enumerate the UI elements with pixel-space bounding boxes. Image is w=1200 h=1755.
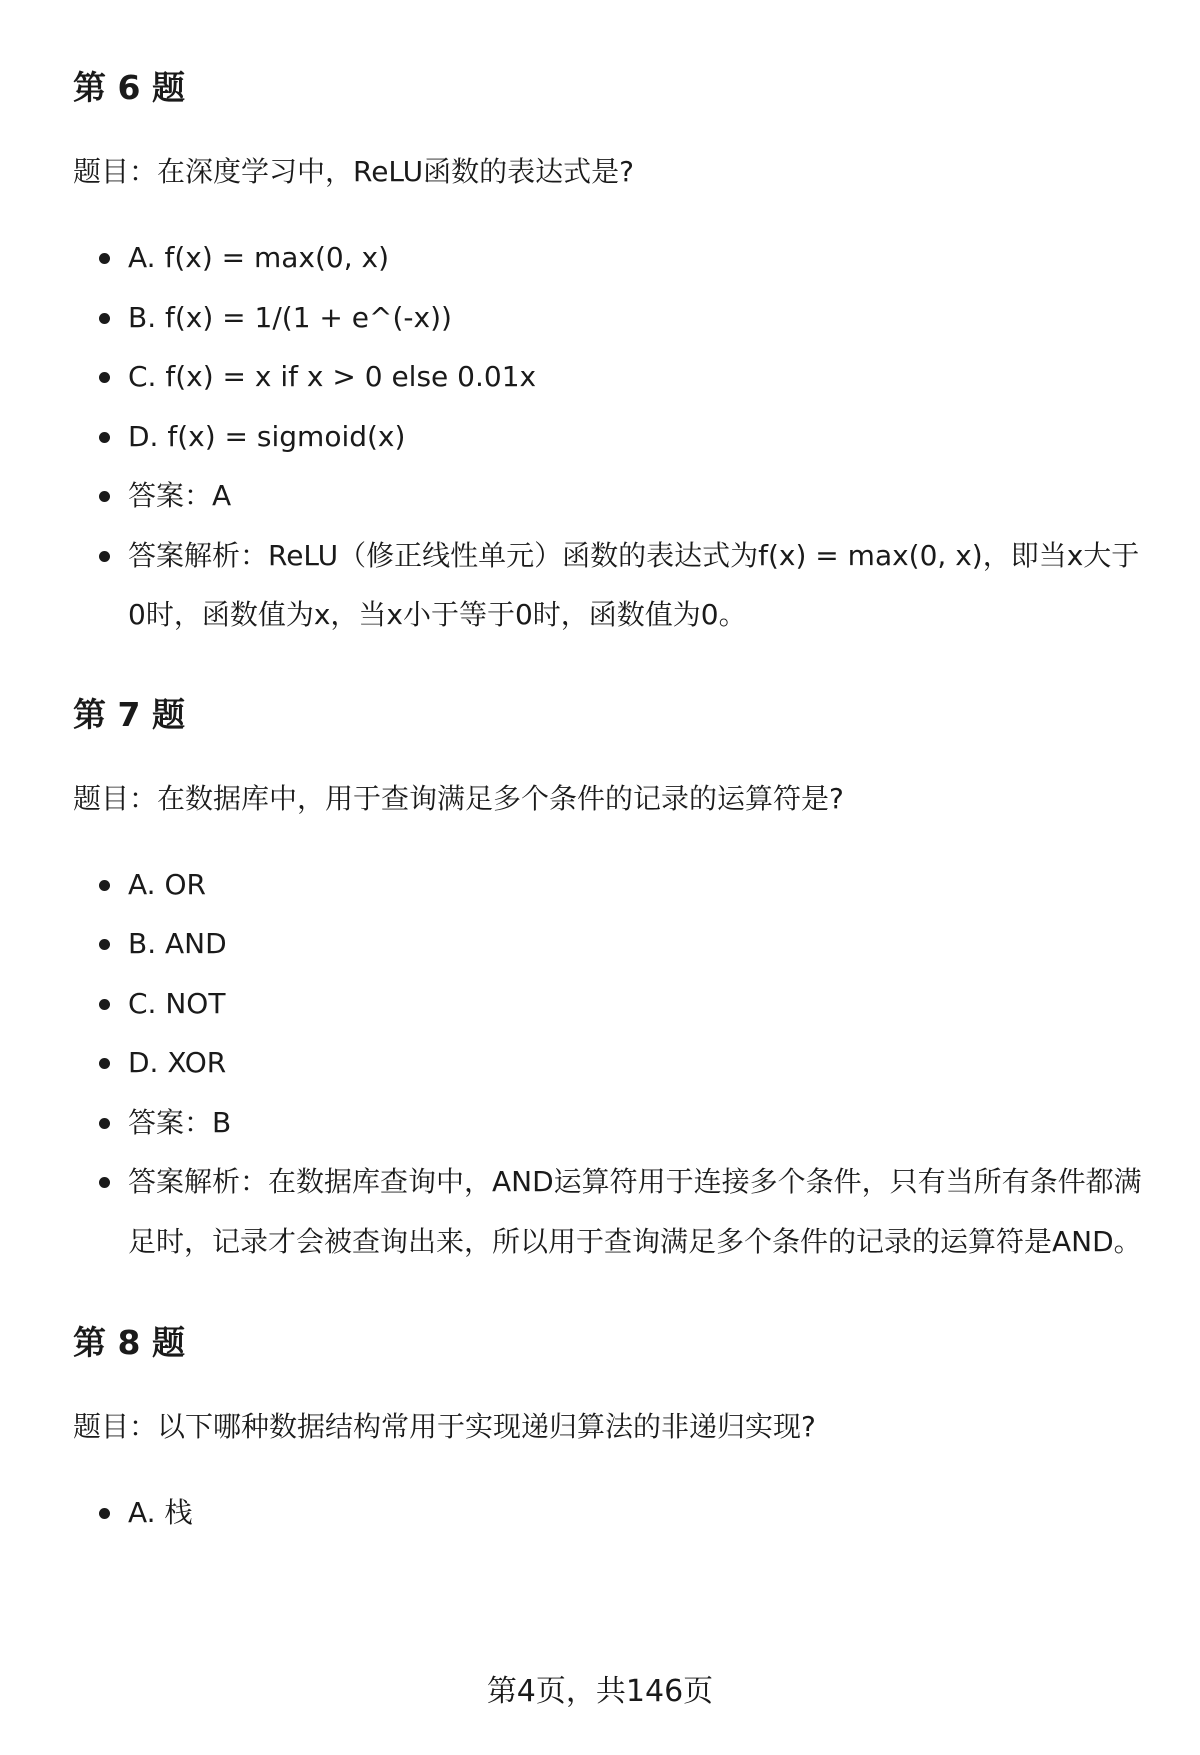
page-number-footer: 第4页，共146页 [486,1674,714,1709]
bullet-icon [99,432,110,443]
answer-item [73,1093,1153,1153]
answer-text: 答案：A [128,479,232,512]
question-text: 题目：以下哪种数据结构常用于实现递归算法的非递归实现? [73,1410,816,1443]
option-text: A. f(x) = max(0, x) [128,241,390,274]
answer-text: 答案：B [128,1105,232,1139]
bullet-icon [99,1177,110,1188]
option-text: D. XOR [128,1046,227,1079]
option-item [73,347,1153,407]
question-heading: 第 7 题 [73,694,185,734]
bullet-icon [99,939,110,950]
option-text: B. AND [128,927,227,960]
option-item [73,1483,1153,1543]
option-item [73,228,1153,288]
option-list [73,228,1153,645]
option-item [73,974,1153,1034]
bullet-icon [99,1058,110,1069]
bullet-icon [99,1118,110,1129]
option-text: B. f(x) = 1/(1 + e^(-x)) [128,300,452,334]
option-item [73,1033,1153,1093]
question-6 [73,68,1153,645]
bullet-icon [99,1508,110,1519]
option-list [73,1483,1153,1543]
bullet-icon [99,999,110,1010]
bullet-icon [99,880,110,891]
option-text: A. OR [128,867,206,901]
page-content [73,68,1153,1543]
option-item [73,288,1153,348]
explanation-item [73,526,1153,645]
option-text: C. f(x) = x if x > 0 else 0.01x [128,360,537,393]
explanation-text: 答案解析：在数据库查询中，AND运算符用于连接多个条件，只有当所有条件都满足时，记录才会被查询出来，所以用于查询满足多个条件的记录的运算符是AND。 [128,1165,1142,1258]
option-item [73,914,1153,974]
option-text: C. NOT [128,986,226,1020]
option-item [73,407,1153,467]
option-text: A. 栈 [128,1496,193,1529]
bullet-icon [99,551,110,562]
question-8 [73,1323,1153,1543]
bullet-icon [99,253,110,264]
bullet-icon [99,313,110,324]
question-text: 题目：在深度学习中，ReLU函数的表达式是? [73,155,634,188]
question-heading: 第 8 题 [73,1323,185,1362]
option-text: D. f(x) = sigmoid(x) [128,419,406,453]
bullet-icon [99,491,110,502]
option-list [73,855,1153,1272]
question-text: 题目：在数据库中，用于查询满足多个条件的记录的运算符是? [73,781,844,815]
bullet-icon [99,372,110,383]
explanation-text: 答案解析：ReLU（修正线性单元）函数的表达式为f(x) = max(0, x)，即当x大于0时，函数值为x，当x小于等于0时，函数值为0。 [128,538,1140,631]
question-7 [73,695,1153,1272]
question-heading: 第 6 题 [73,68,185,107]
option-item [73,855,1153,915]
answer-item [73,466,1153,526]
explanation-item [73,1152,1153,1271]
